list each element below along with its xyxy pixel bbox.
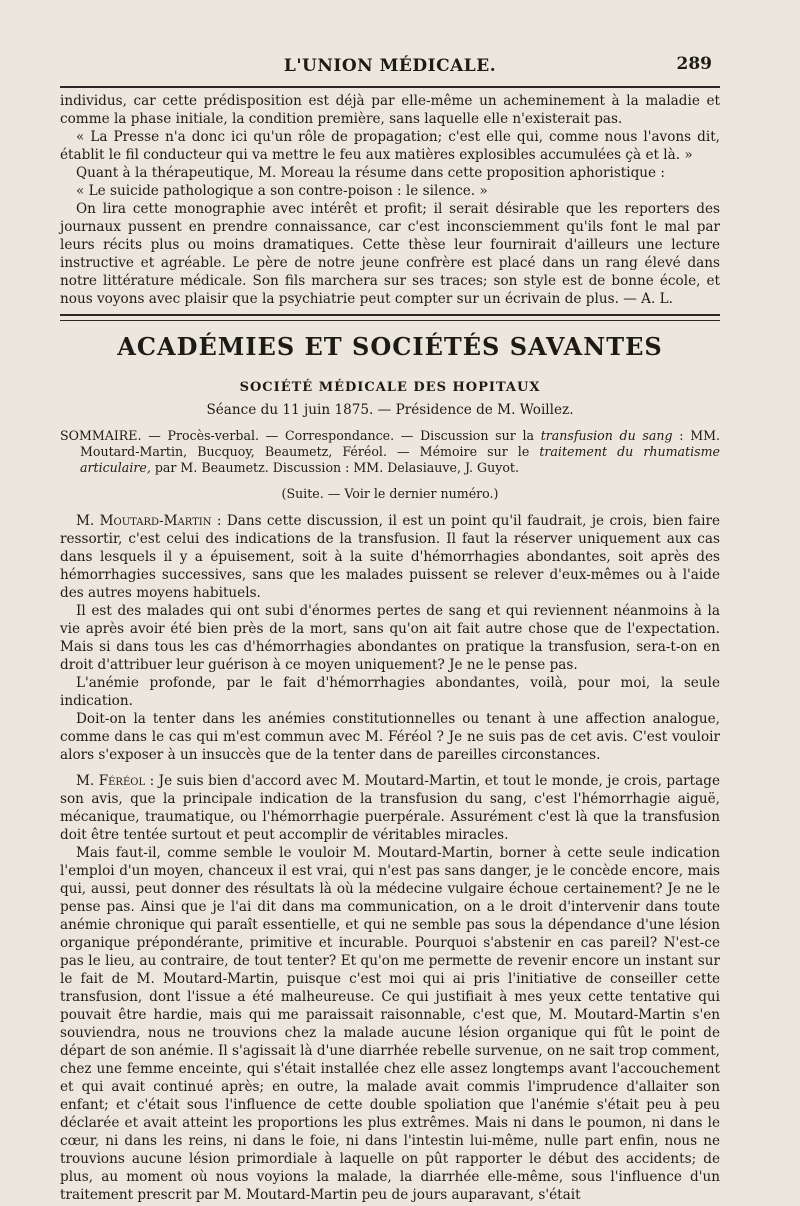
intro-paragraph: Quant à la thérapeutique, M. Moreau la résume dans cette proposition aphoristique :: [76, 165, 666, 181]
discussion-paragraph: Doit-on la tenter dans les anémies constitutionnelles ou tenant à une affection analogue, comme dans le cas qui m'est commun avec M. Féréol ? Je ne suis pas de cet avis. C'est vouloir alors s'exposer à un insuccès que de la tenter dans de pareilles circonstances.: [60, 711, 720, 763]
summary-text: : MM. Moutard-Martin, Bucquoy, Beaumetz, Féréol. — Mémoire sur le: [80, 428, 720, 459]
discussion-paragraph: M. Moutard-Martin : Dans cette discussion, il est un point qu'il faudrait, je crois, bien faire ressortir, c'est celui des indications de la transfusion. Il faut la réserver uniquement aux cas dans lesquels il y a épuisement, soit à la suite d'hémorrhagies abondantes, soit après des hémorrhagies successives, sans que les malades puissent se relever d'eux-mêmes ou à l'aide des autres moyens habituels.: [60, 513, 720, 601]
intro-paragraph: « Le suicide pathologique a son contre-poison : le silence. »: [76, 183, 488, 199]
discussion-block: [60, 512, 720, 1204]
summary-text: — Procès-verbal. — Correspondance. — Discussion sur la: [141, 428, 541, 443]
journal-title: L'UNION MÉDICALE.: [283, 56, 497, 76]
summary-label: SOMMAIRE.: [60, 428, 142, 443]
page-number: 289: [676, 54, 712, 74]
running-head: [60, 50, 720, 88]
discussion-paragraph: L'anémie profonde, par le fait d'hémorrhagies abondantes, voilà, pour moi, la seule indication.: [60, 675, 720, 709]
summary-topic: traitement du rhumatisme articulaire,: [80, 444, 720, 475]
society-heading: SOCIÉTÉ MÉDICALE DES HOPITAUX: [239, 380, 541, 395]
section-title: ACADÉMIES ET SOCIÉTÉS SAVANTES: [117, 332, 663, 361]
summary: [60, 428, 720, 476]
discussion-paragraph: M. Féréol : Je suis bien d'accord avec M. Moutard-Martin, et tout le monde, je crois, partage son avis, que la principale indication de la transfusion du sang, c'est l'hémorrhagie aiguë, mécanique, traumatique, ou l'hémorrhagie puerpérale. Assurément c'est là que la transfusion doit être tentée surtout et peut accomplir de véritables miracles.: [60, 773, 720, 843]
speaker-name: M. Moutard-Martin: [76, 513, 212, 529]
section-divider: [60, 314, 720, 321]
continuation-note: (Suite. — Voir le dernier numéro.): [281, 486, 499, 501]
discussion-paragraph: Il est des malades qui ont subi d'énormes pertes de sang et qui reviennent néanmoins à la vie après avoir été bien près de la mort, sans qu'on ait fait autre chose que de l'expectation. Mais si dans tous les cas d'hémorrhagies abondantes on pratique la transfusion, sera-t-on en droit d'attribuer leur guérison à ce moyen uniquement? Je ne le pense pas.: [60, 603, 720, 673]
intro-paragraph: On lira cette monographie avec intérêt et profit; il serait désirable que les reporters des journaux pussent en prendre connaissance, car c'est inconsciemment qu'ils font le mal par leurs récits plus ou moins dramatiques. Cette thèse leur fournirait d'ailleurs une lecture instructive et agréable. Le père de notre jeune confrère est placé dans un rang élevé dans notre littérature médicale. Son fils marchera sur ses traces; son style est de bonne école, et nous voyons avec plaisir que la psychiatrie peut compter sur un écrivain de plus. — A. L.: [60, 201, 720, 307]
intro-paragraph: « La Presse n'a donc ici qu'un rôle de propagation; c'est elle qui, comme nous l'avons dit, établit le fil conducteur qui va mettre le feu aux matières explosibles accumulées çà et là. »: [60, 129, 720, 163]
intro-paragraph: individus, car cette prédisposition est déjà par elle-même un acheminement à la maladie et comme la phase initiale, la condition première, sans laquelle elle n'existerait pas.: [60, 93, 720, 127]
intro-block: [60, 92, 720, 308]
discussion-paragraph: Mais faut-il, comme semble le vouloir M. Moutard-Martin, borner à cette seule indication l'emploi d'un moyen, chanceux il est vrai, qui n'est pas sans danger, je le concède encore, mais qui, aussi, peut donner des résultats là où la médecine vulgaire échoue certainement? Je ne le pense pas. Ainsi que je l'ai dit dans ma communication, on a le droit d'intervenir dans toute anémie chronique qui paraît essentielle, et qui ne semble pas sous la dépendance d'une lésion organique prépondérante, primitive et incurable. Pourquoi s'abstenir en cas pareil? N'est-ce pas le lieu, au contraire, de tout tenter? Et qu'on me permette de revenir encore un instant sur le fait de M. Moutard-Martin, puisque c'est moi qui ai pris l'initiative de conseiller cette transfusion, dont l'issue a été malheureuse. Ce qui justifiait à mes yeux cette tentative qui pouvait être hardie, mais qui me paraissait raisonnable, c'est que, M. Moutard-Martin s'en souviendra, nous ne trouvions chez la malade aucune lésion organique qui fût le point de départ de son anémie. Il s'agissait là d'une diarrhée rebelle survenue, on ne sait trop comment, chez une femme enceinte, qui s'était installée chez elle assez longtemps avant l'accouchement et qui avait continué après; en outre, la malade avait commis l'imprudence d'allaiter son enfant; et c'était sous l'influence de cette double spoliation que l'anémie s'était peu à peu déclarée et avait atteint les proportions les plus extrêmes. Mais ni dans le poumon, ni dans le cœur, ni dans les reins, ni dans le foie, ni dans l'intestin lui-même, nulle part enfin, nous ne trouvions aucune lésion primordiale à laquelle on pût rapporter le début des accidents; de plus, au moment où nous voyions la malade, la diarrhée elle-même, sous l'influence d'un traitement prescrit par M. Moutard-Martin peu de jours auparavant, s'était: [60, 845, 720, 1203]
speaker-name: M. Féréol: [76, 773, 146, 789]
summary-topic: transfusion du sang: [540, 428, 673, 443]
session-line: Séance du 11 juin 1875. — Présidence de M. Woillez.: [206, 402, 574, 418]
summary-text: par M. Beaumetz. Discussion : MM. Delasiauve, J. Guyot.: [150, 460, 519, 475]
